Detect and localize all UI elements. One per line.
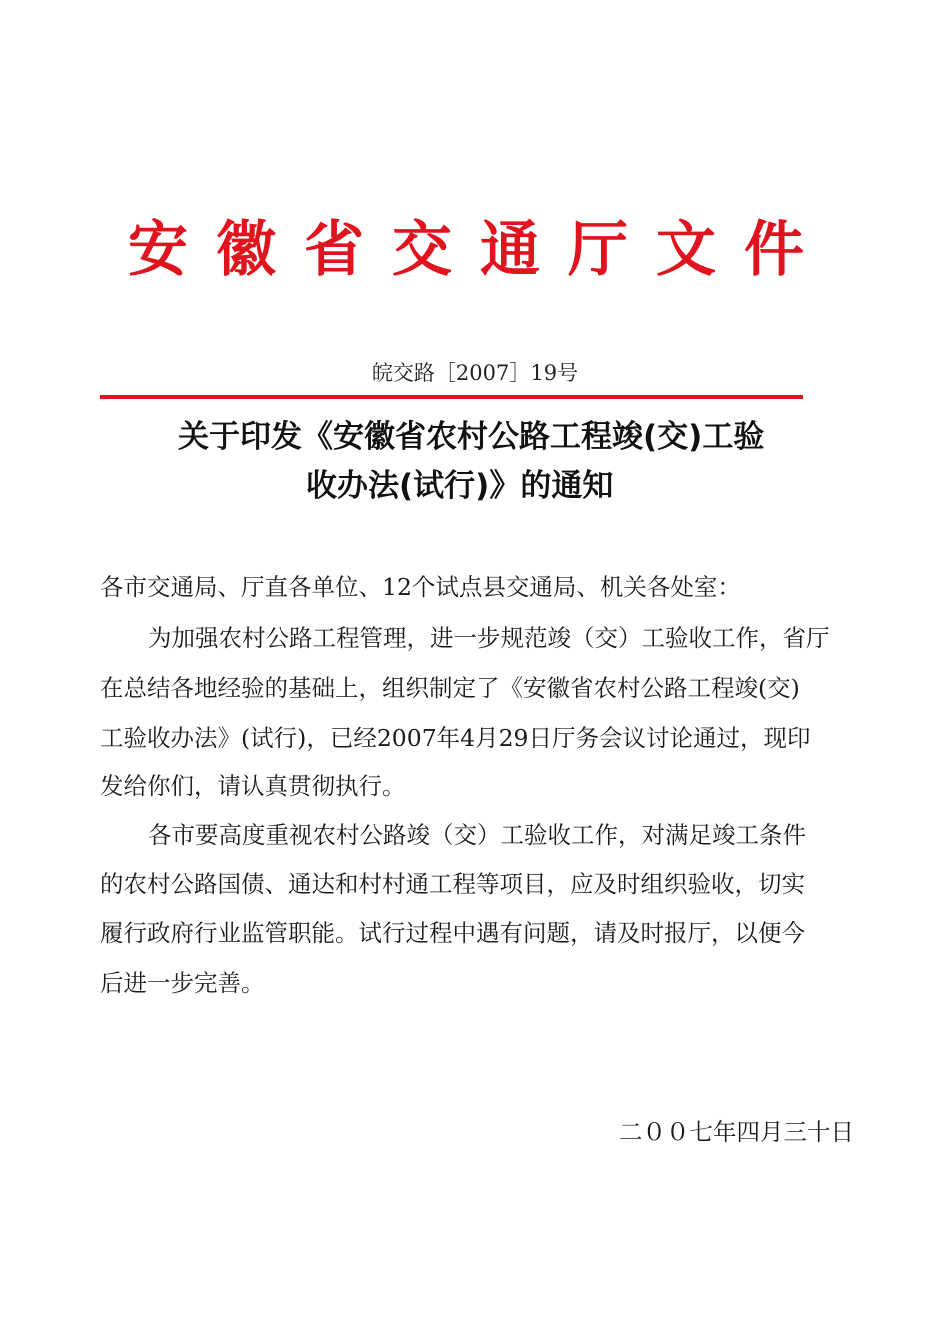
- issue-date: 二００七年四月三十日: [619, 1118, 854, 1146]
- paragraph-2-line-1: 各市要高度重视农村公路竣（交）工验收工作，对满足竣工条件: [148, 821, 806, 849]
- notice-title-line-2: 收办法(试行)》的通知: [306, 468, 614, 504]
- document-number: 皖交路［2007］19号: [371, 361, 579, 385]
- addressee-line: 各市交通局、厅直各单位、12个试点县交通局、机关各处室：: [100, 573, 741, 601]
- masthead-title: 安徽省交通厅文件: [128, 215, 832, 285]
- paragraph-1-line-1: 为加强农村公路工程管理，进一步规范竣（交）工验收工作，省厅: [148, 624, 830, 652]
- notice-title-line-1: 关于印发《安徽省农村公路工程竣(交)工验: [178, 419, 765, 455]
- paragraph-2-line-4: 后进一步完善。: [100, 969, 265, 997]
- paragraph-1-line-4: 发给你们，请认真贯彻执行。: [100, 772, 406, 800]
- paragraph-2-line-2: 的农村公路国债、通达和村村通工程等项目，应及时组织验收，切实: [100, 870, 805, 898]
- red-divider-rule: [100, 395, 803, 399]
- paragraph-1-line-3: 工验收办法》(试行)，已经2007年4月29日厅务会议讨论通过，现印: [100, 724, 811, 752]
- paragraph-2-line-3: 履行政府行业监管职能。试行过程中遇有问题，请及时报厅，以便今: [100, 919, 805, 947]
- paragraph-1-line-2: 在总结各地经验的基础上，组织制定了《安徽省农村公路工程竣(交): [100, 674, 800, 702]
